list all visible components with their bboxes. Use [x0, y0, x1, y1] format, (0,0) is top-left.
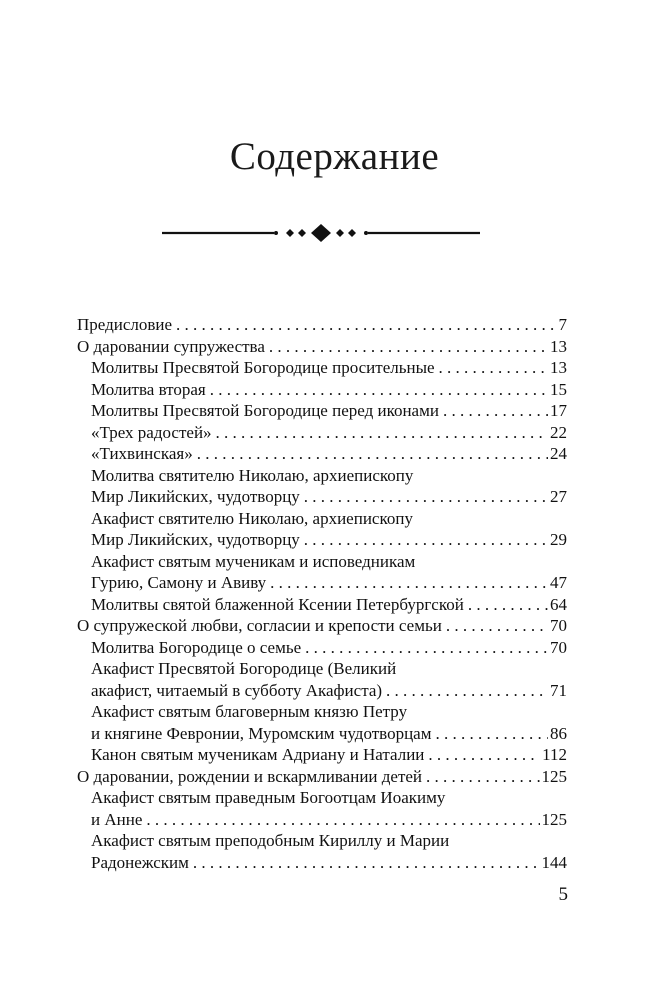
dot-leader [216, 422, 548, 444]
page-title: Содержание [229, 135, 440, 178]
toc-subentry [77, 443, 567, 465]
toc-subentry [77, 422, 567, 444]
dot-leader [176, 314, 556, 336]
toc-subentry [77, 852, 567, 874]
toc-section-entry [77, 615, 567, 637]
toc-entry-title: «Тихвинская» [91, 444, 193, 463]
toc-entry-title: Предисловие [77, 315, 173, 334]
dot-leader [443, 400, 548, 422]
toc-entry-page: 27 [550, 487, 567, 506]
toc-entry-title: и Анне [91, 809, 143, 829]
toc-continuation-line: Акафист святым благоверным князю Петру [91, 702, 408, 721]
toc-subentry [77, 400, 567, 422]
toc-entry-page: 13 [550, 358, 567, 377]
toc-entry-title: Молитвы Пресвятой Богородице перед иконами [91, 401, 439, 420]
dot-leader [439, 357, 548, 379]
toc-entry-title: О супружеской любви, согласии и крепости семьи [77, 616, 442, 635]
toc-entry-title: и княгине Февронии, Муромским чудотворцам [91, 723, 432, 743]
toc-entry-title: акафист, читаемый в субботу Акафиста) [91, 680, 383, 700]
toc-entry-page: 17 [550, 401, 567, 420]
toc-subentry [77, 572, 567, 594]
table-of-contents [77, 314, 567, 873]
toc-entry-page: 70 [550, 616, 567, 635]
toc-entry-page: 71 [550, 680, 567, 700]
dot-leader [428, 744, 540, 766]
toc-subentry [77, 680, 567, 702]
dot-leader [197, 443, 548, 465]
toc-entry-page: 22 [550, 422, 567, 442]
toc-entry-title: Молитва вторая [91, 379, 206, 399]
toc-entry-page: 15 [550, 379, 567, 399]
toc-entry-title: Молитва Богородице о семье [91, 637, 302, 657]
toc-subentry [77, 637, 567, 659]
dot-leader [305, 637, 548, 659]
dot-leader [210, 379, 548, 401]
toc-entry-title: Молитвы Пресвятой Богородице просительные [91, 358, 435, 377]
toc-section-entry [77, 314, 567, 336]
toc-subentry [77, 723, 567, 745]
toc-entry-page: 112 [542, 745, 567, 764]
toc-entry-page: 29 [550, 530, 567, 549]
dot-leader [435, 723, 548, 745]
toc-subentry [77, 529, 567, 551]
toc-entry-title: «Трех радостей» [91, 422, 212, 442]
toc-entry-page: 24 [550, 444, 567, 463]
toc-continuation-line: Акафист святым праведным Богоотцам Иоакиму [91, 788, 446, 807]
toc-subentry [77, 594, 567, 616]
toc-entry-title: Гурию, Самону и Авиву [91, 573, 267, 592]
dot-leader [468, 594, 548, 616]
ornament-divider [162, 218, 480, 248]
dot-leader [446, 615, 548, 637]
dot-leader [146, 809, 539, 831]
toc-entry-title: О даровании, рождении и вскармливании детей [77, 766, 423, 786]
toc-subentry [77, 744, 567, 766]
toc-entry-page: 13 [550, 336, 567, 356]
toc-entry-page: 86 [550, 723, 567, 743]
dot-leader [304, 486, 548, 508]
toc-entry-title: Канон святым мученикам Адриану и Наталии [91, 745, 425, 764]
toc-entry-page: 144 [541, 852, 567, 872]
dot-leader [386, 680, 548, 702]
toc-entry-title: Молитвы святой блаженной Ксении Петербургской [91, 594, 464, 614]
toc-entry-title: О даровании супружества [77, 336, 265, 356]
toc-continuation-line: Акафист святителю Николаю, архиепископу [91, 508, 413, 528]
toc-entry-page: 47 [550, 573, 567, 592]
toc-continuation-line: Акафист святым мученикам и исповедникам [91, 551, 416, 571]
dot-leader [269, 336, 548, 358]
toc-section-entry [77, 336, 567, 358]
dot-leader [304, 529, 548, 551]
dot-leader [270, 572, 548, 594]
page-number: 5 [558, 884, 568, 905]
toc-entry-page: 125 [541, 766, 567, 786]
toc-entry-title: Радонежским [91, 852, 189, 872]
toc-continuation-line: Молитва святителю Николаю, архиепископу [91, 465, 414, 485]
toc-continuation-line: Акафист Пресвятой Богородице (Великий [91, 659, 397, 678]
toc-section-entry [77, 766, 567, 788]
toc-entry-page: 125 [541, 809, 567, 829]
toc-subentry [77, 379, 567, 401]
toc-continuation-line: Акафист святым преподобным Кириллу и Марии [91, 831, 450, 850]
dot-leader [426, 766, 539, 788]
dot-leader [193, 852, 540, 874]
toc-entry-title: Мир Ликийских, чудотворцу [91, 530, 300, 549]
toc-subentry [77, 357, 567, 379]
toc-entry-page: 64 [550, 594, 567, 614]
toc-entry-page: 70 [550, 637, 567, 657]
toc-entry-title: Мир Ликийских, чудотворцу [91, 487, 300, 506]
toc-subentry [77, 486, 567, 508]
toc-entry-page: 7 [558, 315, 567, 334]
toc-subentry [77, 809, 567, 831]
